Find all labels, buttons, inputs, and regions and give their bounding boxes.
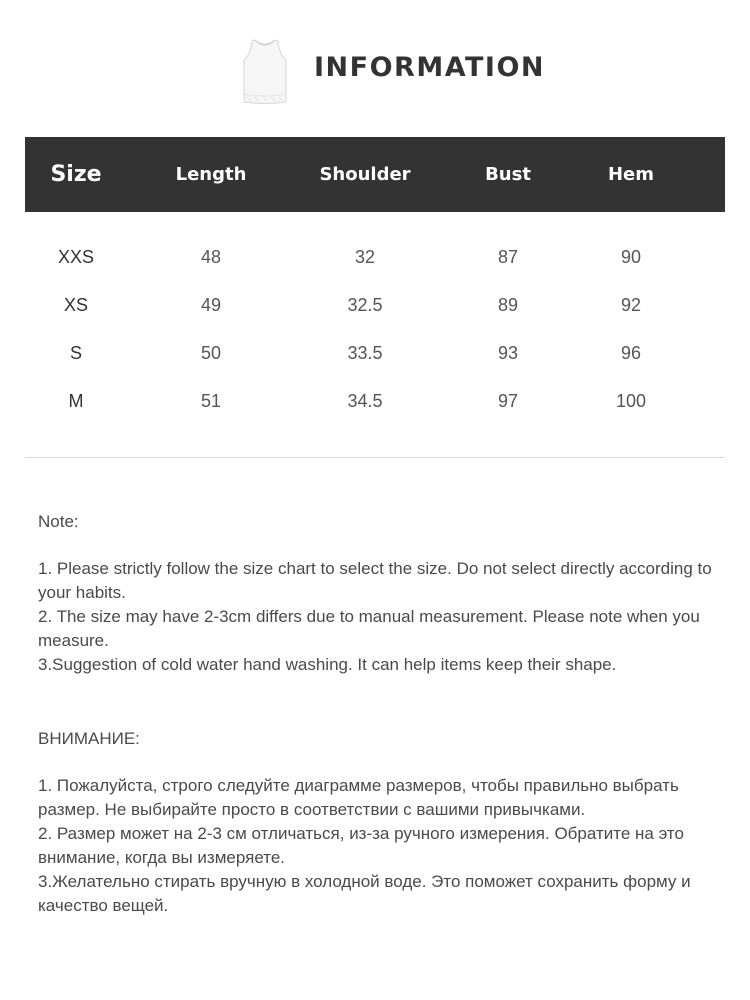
header-hem: Hem xyxy=(607,164,655,185)
cell-bust: 87 xyxy=(497,247,519,267)
cell-hem: 90 xyxy=(620,247,642,267)
cell-size: S xyxy=(69,343,83,363)
cell-size: XS xyxy=(63,295,89,315)
note-heading-ru: ВНИМАНИЕ: xyxy=(38,729,140,748)
header xyxy=(0,32,750,112)
cell-shoulder: 32 xyxy=(354,247,376,267)
note-heading: Note: xyxy=(38,512,79,531)
note-item: 2. The size may have 2-3cm differs due to manual measurement. Please note when you measure. xyxy=(38,607,700,650)
page-title: INFORMATION xyxy=(314,52,546,83)
header-bust: Bust xyxy=(485,164,531,185)
table-row xyxy=(0,233,750,281)
sleeveless-vest-icon xyxy=(241,38,289,106)
table-row xyxy=(0,377,750,425)
section-divider xyxy=(25,457,725,458)
size-table-header xyxy=(25,137,725,212)
note-item: 3.Желательно стирать вручную в холодной воде. Это поможет сохранить форму и качество вещей. xyxy=(38,872,691,915)
cell-shoulder: 32.5 xyxy=(347,295,383,315)
note-list-en xyxy=(38,557,718,677)
cell-size: M xyxy=(68,391,84,411)
cell-hem: 92 xyxy=(620,295,642,315)
table-row xyxy=(0,329,750,377)
cell-bust: 89 xyxy=(497,295,519,315)
cell-hem: 96 xyxy=(620,343,642,363)
note-item: 3.Suggestion of cold water hand washing. It can help items keep their shape. xyxy=(38,655,617,674)
note-item: 1. Please strictly follow the size chart to select the size. Do not select directly according to your habits. xyxy=(38,559,712,602)
header-size: Size xyxy=(50,162,102,187)
cell-length: 51 xyxy=(200,391,222,411)
header-shoulder: Shoulder xyxy=(319,164,411,185)
table-row xyxy=(0,281,750,329)
cell-shoulder: 34.5 xyxy=(347,391,383,411)
header-length: Length xyxy=(175,164,247,185)
cell-shoulder: 33.5 xyxy=(347,343,383,363)
note-list-ru xyxy=(38,774,718,918)
cell-size: XXS xyxy=(57,247,95,267)
cell-length: 50 xyxy=(200,343,222,363)
cell-length: 49 xyxy=(200,295,222,315)
cell-length: 48 xyxy=(200,247,222,267)
cell-hem: 100 xyxy=(615,391,647,411)
note-item: 1. Пожалуйста, строго следуйте диаграмме размеров, чтобы правильно выбрать размер. Не выбирайте просто в соответствии с вашими привычками. xyxy=(38,776,679,819)
cell-bust: 97 xyxy=(497,391,519,411)
cell-bust: 93 xyxy=(497,343,519,363)
note-item: 2. Размер может на 2-3 см отличаться, из-за ручного измерения. Обратите на это внимание, когда вы измеряете. xyxy=(38,824,684,867)
